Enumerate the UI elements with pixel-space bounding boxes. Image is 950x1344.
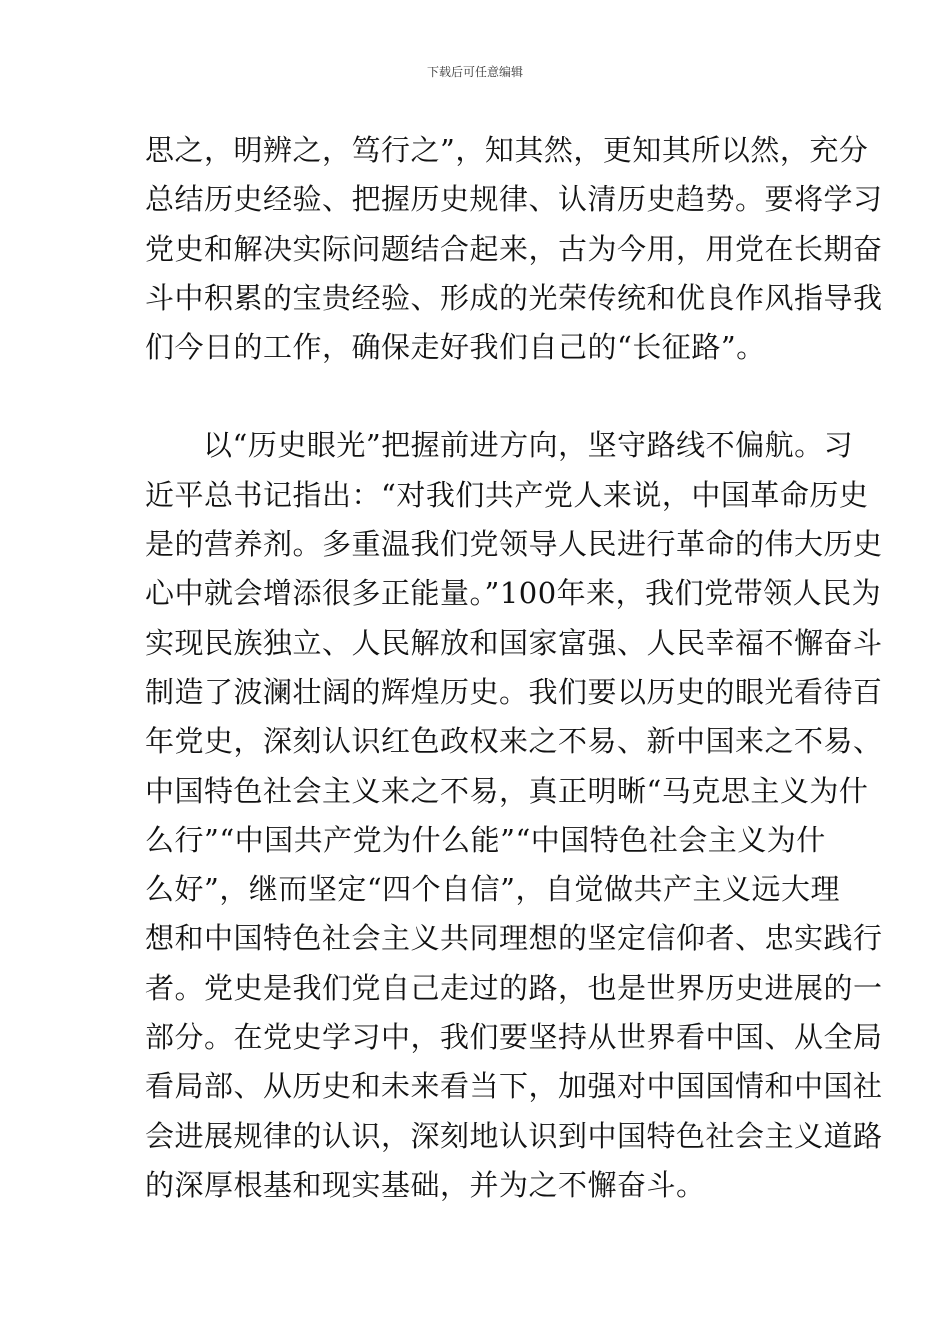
paragraph-1 [145,126,883,372]
paragraph-line: 总结历史经验、把握历史规律、认清历史趋势。要将学习 [145,182,883,217]
paragraph-line: 中国特色社会主义来之不易，真正明晰“马克思主义为什 [145,773,869,808]
paragraph-line: 以“历史眼光”把握前进方向，坚守路线不偏航。习 [203,428,854,463]
paragraph-line: 么行”“中国共产党为什么能”“中国特色社会主义为什 [145,822,826,857]
paragraph-spacer [145,372,809,421]
paragraph-line: 党史和解决实际问题结合起来，古为今用，用党在长期奋 [145,231,883,266]
paragraph-line: 部分。在党史学习中，我们要坚持从世界看中国、从全局 [145,1020,883,1055]
paragraph-line: 么好”，继而坚定“四个自信”，自觉做共产主义远大理 [145,872,840,907]
paragraph-line: 制造了波澜壮阔的辉煌历史。我们要以历史的眼光看待百 [145,674,883,709]
paragraph-line: 斗中积累的宝贵经验、形成的光荣传统和优良作风指导我 [145,280,883,315]
paragraph-line: 思之，明辨之，笃行之”，知其然，更知其所以然，充分 [145,133,869,167]
paragraph-line: 想和中国特色社会主义共同理想的坚定信仰者、忠实践行 [145,921,883,956]
paragraph-line: 看局部、从历史和未来看当下，加强对中国国情和中国社 [145,1069,883,1104]
page-header: 下载后可任意编辑 [426,65,523,79]
paragraph-line: 的深厚根基和现实基础，并为之不懈奋斗。 [145,1167,706,1202]
paragraph-line: 实现民族独立、人民解放和国家富强、人民幸福不懈奋斗 [145,625,883,660]
paragraph-line: 年党史，深刻认识红色政权来之不易、新中国来之不易、 [145,724,883,759]
paragraph-line: 们今日的工作，确保走好我们自己的“长征路”。 [145,330,766,365]
paragraph-2 [145,421,883,1210]
paragraph-line: 者。党史是我们党自己走过的路，也是世界历史进展的一 [145,970,883,1005]
paragraph-line: 会进展规律的认识，深刻地认识到中国特色社会主义道路 [145,1118,883,1153]
paragraph-line: 心中就会增添很多正能量。”100年来，我们党带领人民为 [145,576,882,611]
paragraph-line: 是的营养剂。多重温我们党领导人民进行革命的伟大历史 [145,527,883,562]
paragraph-line: 近平总书记指出：“对我们共产党人来说，中国革命历史 [145,477,869,512]
document-body [145,126,883,1210]
